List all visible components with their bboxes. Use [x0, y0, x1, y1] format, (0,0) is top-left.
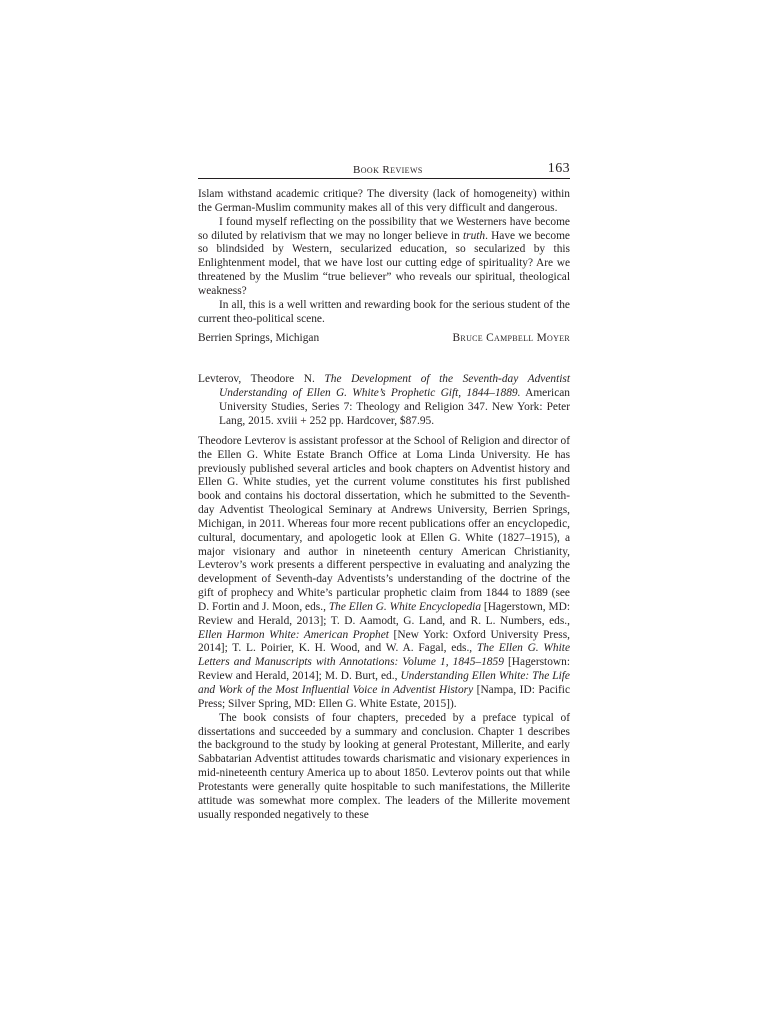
review1-paragraph-2: [198, 216, 570, 299]
citation-publication: American University Studies, Series 7: Theology and Religion 347. New York: Peter Lang, 2015. xviii + 252 pp. Hardcover, $87.95.: [219, 387, 570, 427]
review2-p1-text-5: [Nampa, ID: Pacific Press; Silver Spring, MD: Ellen G. White Estate, 2015]).: [198, 684, 570, 710]
page-number: 163: [547, 161, 570, 176]
review2-paragraph-2: The book consists of four chapters, preceded by a preface typical of dissertations and succeeded by a summary and conclusion. Chapter 1 describes the background to the study by looking at general Protestant, Millerite, and early Sabbatarian Adventist attitudes towards charismatic and visionary experiences in mid-nineteenth century America up to about 1850. Levterov points out that while Protestants were generally quite hospitable to such manifestations, the Millerite attitude was somewhat more complex. The leaders of the Millerite movement usually responded negatively to these: [198, 711, 570, 821]
review2-citation: [198, 373, 570, 428]
review1-paragraph-1: Islam withstand academic critique? The diversity (lack of homogeneity) within the German-Muslim community makes all of this very difficult and dangerous.: [198, 188, 570, 214]
review2-paragraph-1: [198, 435, 570, 712]
review1-paragraph-2-italic: truth: [462, 229, 486, 242]
citation-title: The Development of the Seventh-day Adventist Understanding of Ellen G. White’s Prophetic Gift, 1844–1889.: [219, 373, 571, 400]
review2-p1-italic-2: Ellen Harmon White: American Prophet: [198, 628, 389, 641]
citation-author: Levterov, Theodore N.: [198, 373, 325, 386]
article-body: [198, 188, 570, 822]
running-head: [198, 162, 570, 179]
review1-paragraph-2-text-b: . Have we become so blindsided by Western, secularized education, so secularized by this Enlightenment model, that we have lost our cutting edge of spirituality? Are we threatened by the Muslim “true believer” who reveals our spiritual, theological weakness?: [198, 229, 570, 297]
reviewer-location: Berrien Springs, Michigan: [198, 332, 320, 345]
review2-p1-italic-1: The Ellen G. White Encyclopedia: [328, 600, 482, 613]
reviewer-name: Bruce Campbell Moyer: [452, 332, 570, 345]
review1-paragraph-2-text-a: I found myself reflecting on the possibility that we Westerners have become so diluted by relativism that we may no longer believe in: [198, 215, 570, 242]
review2-p1-italic-3: The Ellen G. White Letters and Manuscripts with Annotations: Volume 1, 1845–1859: [198, 642, 570, 669]
review1-paragraph-3: In all, this is a well written and rewarding book for the serious student of the current theo-political scene.: [198, 298, 570, 325]
review2-p1-italic-4: Understanding Ellen White: The Life and Work of the Most Influential Voice in Adventist History: [198, 670, 570, 696]
review2-p1-text-2: [Hagerstown, MD: Review and Herald, 2013]; T. D. Aamodt, G. Land, and R. L. Numbers, eds.,: [198, 600, 570, 627]
review2-p1-text-3: [New York: Oxford University Press, 2014]; T. L. Poirier, K. H. Wood, and W. A. Fagal, eds.,: [198, 628, 570, 655]
review2-p1-text-1: Theodore Levterov is assistant professor at the School of Religion and director of the Ellen G. White Estate Branch Office at Loma Linda University. He has previously published several articles and book chapters on Adventist history and Ellen G. White studies, yet the current volume constitutes his first published book and contains his doctoral dissertation, which he submitted to the Seventh-day Adventist Theological Seminary at Andrews University, Berrien Springs, Michigan, in 2011. Whereas four more recent publications offer an encyclopedic, cultural, documentary, and apologetic look at Ellen G. White (1827–1915), a major visionary and author in nineteenth century American Christianity, Levterov’s work presents a different perspective in evaluating and analyzing the development of Seventh-day Adventists’s understanding of the doctrine of the gift of prophecy and White’s particular prophetic claim from 1844 to 1889 (see D. Fortin and J. Moon, eds.,: [198, 434, 570, 613]
journal-page: [198, 162, 570, 822]
review2-p1-text-4: [Hagerstown: Review and Herald, 2014]; M. D. Burt, ed.,: [198, 656, 570, 683]
review1-signature: [198, 331, 570, 345]
running-head-title: Book Reviews: [353, 164, 423, 176]
